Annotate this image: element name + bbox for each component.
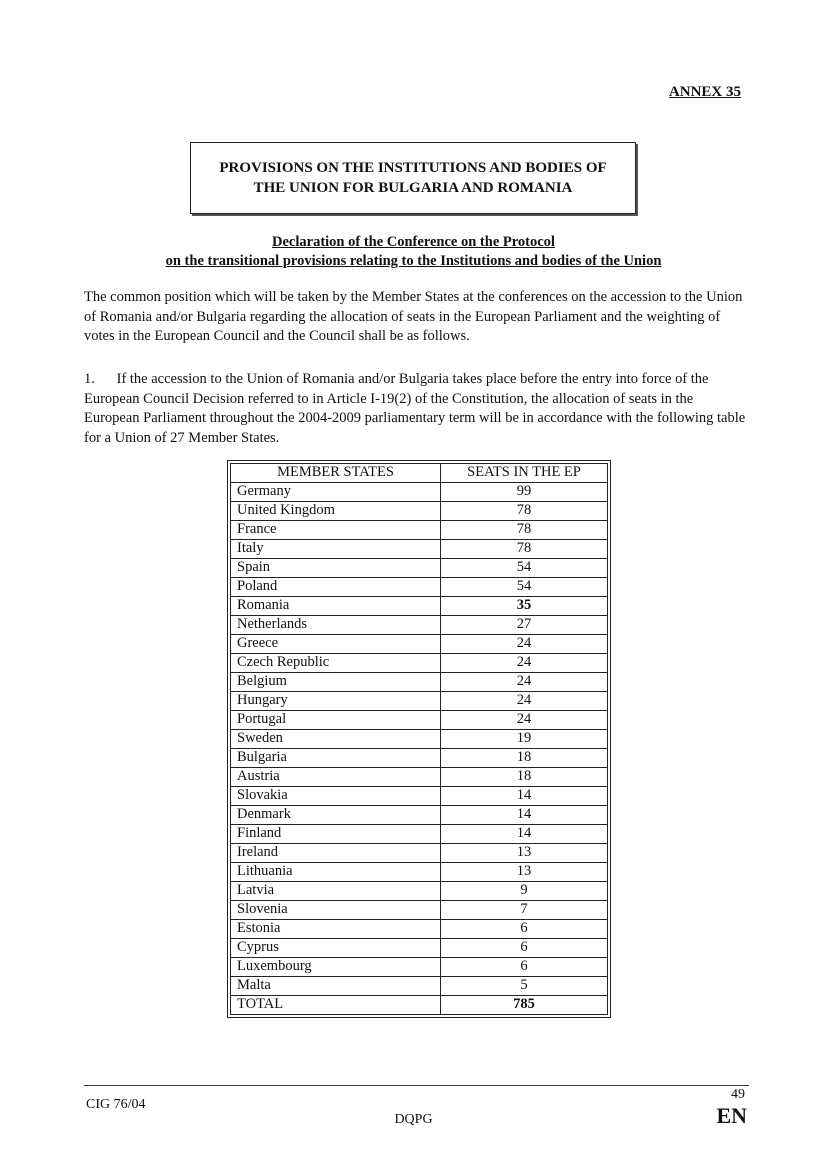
table-row bbox=[231, 939, 608, 958]
table-row bbox=[231, 559, 608, 578]
seats-cell: 14 bbox=[441, 787, 608, 806]
table-row bbox=[231, 977, 608, 996]
member-state-cell: Italy bbox=[231, 540, 441, 559]
seats-cell: 18 bbox=[441, 768, 608, 787]
table-row bbox=[231, 844, 608, 863]
member-state-cell: Estonia bbox=[231, 920, 441, 939]
member-state-cell: Belgium bbox=[231, 673, 441, 692]
member-state-cell: Germany bbox=[231, 483, 441, 502]
table-row bbox=[231, 502, 608, 521]
member-state-cell: Netherlands bbox=[231, 616, 441, 635]
table-row bbox=[231, 901, 608, 920]
seats-cell: 13 bbox=[441, 863, 608, 882]
table-row bbox=[231, 616, 608, 635]
seats-cell: 6 bbox=[441, 920, 608, 939]
seats-cell: 13 bbox=[441, 844, 608, 863]
table-row bbox=[231, 578, 608, 597]
table-row bbox=[231, 730, 608, 749]
seats-cell: 24 bbox=[441, 673, 608, 692]
seats-cell: 6 bbox=[441, 958, 608, 977]
member-state-cell: Slovakia bbox=[231, 787, 441, 806]
member-state-cell: Malta bbox=[231, 977, 441, 996]
member-state-cell: Bulgaria bbox=[231, 749, 441, 768]
seats-cell: 14 bbox=[441, 806, 608, 825]
member-state-cell: Sweden bbox=[231, 730, 441, 749]
seats-cell: 5 bbox=[441, 977, 608, 996]
member-state-cell: Hungary bbox=[231, 692, 441, 711]
annex-label: ANNEX 35 bbox=[668, 84, 741, 100]
seats-cell: 7 bbox=[441, 901, 608, 920]
member-state-cell: Ireland bbox=[231, 844, 441, 863]
seats-cell: 18 bbox=[441, 749, 608, 768]
title-line-1: PROVISIONS ON THE INSTITUTIONS AND BODIES OF bbox=[219, 160, 607, 176]
seats-cell: 78 bbox=[441, 521, 608, 540]
table-row bbox=[231, 920, 608, 939]
table-row bbox=[231, 673, 608, 692]
seats-cell: 24 bbox=[441, 635, 608, 654]
seats-table bbox=[230, 463, 608, 1015]
seats-cell: 24 bbox=[441, 654, 608, 673]
seats-cell: 19 bbox=[441, 730, 608, 749]
table-row bbox=[231, 806, 608, 825]
table-row bbox=[231, 787, 608, 806]
member-state-cell: Poland bbox=[231, 578, 441, 597]
seats-cell: 78 bbox=[441, 540, 608, 559]
seats-cell: 24 bbox=[441, 711, 608, 730]
seats-cell: 99 bbox=[441, 483, 608, 502]
total-label: TOTAL bbox=[231, 996, 441, 1015]
table-header-row bbox=[231, 464, 608, 483]
member-state-cell: Lithuania bbox=[231, 863, 441, 882]
member-state-cell: Cyprus bbox=[231, 939, 441, 958]
department-code: DQPG bbox=[394, 1112, 433, 1127]
table-row bbox=[231, 483, 608, 502]
member-state-cell: Czech Republic bbox=[231, 654, 441, 673]
point-1-paragraph: 1. If the accession to the Union of Romania and/or Bulgaria takes place before the entry into force of the European Council Decision referred to in Article I-19(2) of the Constitution, the allocation of seats in the European Parliament throughout the 2004-2009 parliamentary term will be in accordance with the following table for a Union of 27 Member States. bbox=[84, 371, 746, 446]
member-state-cell: France bbox=[231, 521, 441, 540]
seats-table-frame bbox=[227, 460, 611, 1018]
table-row bbox=[231, 597, 608, 616]
table-row bbox=[231, 825, 608, 844]
seats-cell: 9 bbox=[441, 882, 608, 901]
total-value: 785 bbox=[441, 996, 608, 1015]
declaration-heading bbox=[0, 233, 827, 271]
declaration-line-2: on the transitional provisions relating to the Institutions and bodies of the Union bbox=[165, 253, 662, 269]
member-state-cell: Slovenia bbox=[231, 901, 441, 920]
table-row bbox=[231, 768, 608, 787]
member-state-cell: Finland bbox=[231, 825, 441, 844]
member-state-cell: Romania bbox=[231, 597, 441, 616]
table-row bbox=[231, 635, 608, 654]
table-row bbox=[231, 521, 608, 540]
member-state-cell: Greece bbox=[231, 635, 441, 654]
title-line-2: THE UNION FOR BULGARIA AND ROMANIA bbox=[253, 180, 573, 196]
member-state-cell: Spain bbox=[231, 559, 441, 578]
member-state-cell: Denmark bbox=[231, 806, 441, 825]
seats-cell: 54 bbox=[441, 559, 608, 578]
table-row bbox=[231, 749, 608, 768]
table-body bbox=[231, 483, 608, 996]
member-state-cell: Austria bbox=[231, 768, 441, 787]
document-reference: CIG 76/04 bbox=[86, 1097, 146, 1112]
seats-cell: 35 bbox=[441, 597, 608, 616]
table-row bbox=[231, 863, 608, 882]
footer-divider bbox=[84, 1085, 749, 1086]
declaration-line-1: Declaration of the Conference on the Protocol bbox=[272, 234, 555, 250]
header-seats: SEATS IN THE EP bbox=[441, 464, 608, 483]
header-member-states: MEMBER STATES bbox=[231, 464, 441, 483]
table-row bbox=[231, 882, 608, 901]
table-row bbox=[231, 958, 608, 977]
table-row bbox=[231, 540, 608, 559]
seats-cell: 78 bbox=[441, 502, 608, 521]
member-state-cell: Latvia bbox=[231, 882, 441, 901]
table-row bbox=[231, 711, 608, 730]
table-row bbox=[231, 692, 608, 711]
seats-cell: 6 bbox=[441, 939, 608, 958]
language-code: EN bbox=[716, 1103, 747, 1128]
intro-paragraph: The common position which will be taken by the Member States at the conferences on the accession to the Union of Romania and/or Bulgaria regarding the allocation of seats in the European Parliament and the weighting of votes in the European Council and the Council shall be as follows. bbox=[84, 289, 743, 344]
seats-cell: 54 bbox=[441, 578, 608, 597]
seats-cell: 27 bbox=[441, 616, 608, 635]
seats-cell: 14 bbox=[441, 825, 608, 844]
member-state-cell: United Kingdom bbox=[231, 502, 441, 521]
page-number: 49 bbox=[731, 1087, 745, 1102]
seats-cell: 24 bbox=[441, 692, 608, 711]
table-total-row bbox=[231, 996, 608, 1015]
member-state-cell: Luxembourg bbox=[231, 958, 441, 977]
title-box bbox=[190, 142, 636, 214]
table-row bbox=[231, 654, 608, 673]
member-state-cell: Portugal bbox=[231, 711, 441, 730]
